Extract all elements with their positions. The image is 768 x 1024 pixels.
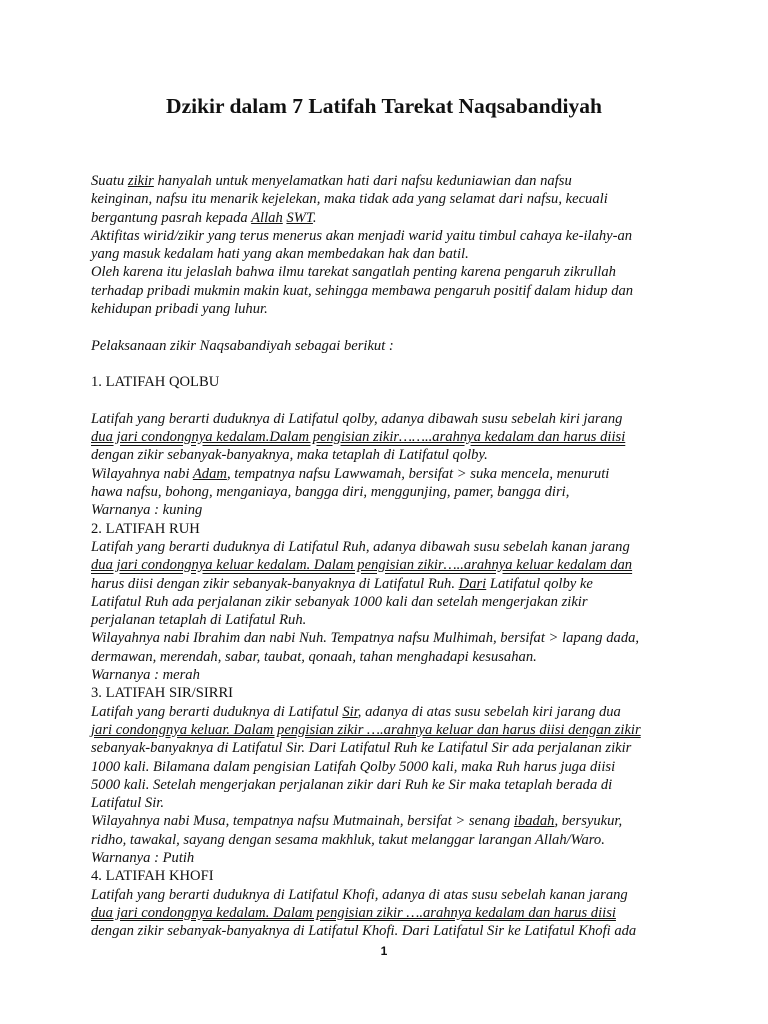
- link-zikir[interactable]: zikir: [127, 173, 154, 189]
- link-dari[interactable]: Dari: [458, 575, 487, 592]
- link-ibadah[interactable]: ibadah: [513, 813, 555, 830]
- section-line: Latifah yang berarti duduknya di Latifatul qolby, adanya dibawah susu sebelah kiri jarang: [91, 410, 623, 427]
- intro-line: kehidupan pribadi yang luhur.: [91, 301, 268, 318]
- section-line: hawa nafsu, bohong, menganiaya, bangga diri, menggunjing, pamer, bangga diri,: [91, 484, 570, 501]
- section-line: dermawan, merendah, sabar, taubat, qonaah, tahan menghadapi kesusahan.: [91, 648, 537, 665]
- section-line: [91, 812, 701, 830]
- intro-line: Aktifitas wirid/zikir yang terus menerus akan menjadi warid yaitu timbul cahaya ke-ilahy-an: [91, 227, 633, 244]
- text-run: harus diisi dengan zikir sebanyak-banyaknya di Latifatul Ruh.: [91, 575, 459, 592]
- section-line: [91, 703, 701, 721]
- text-run: , bersyukur,: [554, 813, 623, 830]
- link-swt[interactable]: SWT: [286, 209, 313, 226]
- section-line: dua jari condongnya keluar kedalam. Dalam pengisian zikir…..arahnya keluar kedalam dan: [91, 557, 633, 574]
- section-line: ridho, tawakal, sayang dengan sesama makhluk, takut melanggar larangan Allah/Waro.: [91, 831, 605, 848]
- document-title: Dzikir dalam 7 Latifah Tarekat Naqsabandiyah: [166, 94, 602, 118]
- section-line: Warnanya : merah: [91, 667, 200, 684]
- text-run: Wilayahnya nabi: [91, 465, 193, 482]
- section-line: Wilayahnya nabi Ibrahim dan nabi Nuh. Tempatnya nafsu Mulhimah, bersifat > lapang dada,: [91, 630, 640, 647]
- section-line: dua jari condongnya kedalam. Dalam pengisian zikir ….arahnya kedalam dan harus diisi: [91, 904, 616, 921]
- spacer: [91, 355, 701, 373]
- text-run: Latifatul qolby ke: [486, 575, 593, 592]
- section-heading-sir: 3. LATIFAH SIR/SIRRI: [91, 685, 234, 702]
- intro-line: Oleh karena itu jelaslah bahwa ilmu tarekat sangatlah penting karena pengaruh zikrullah: [91, 264, 616, 281]
- section-line: dengan zikir sebanyak-banyaknya di Latifatul Khofi. Dari Latifatul Sir ke Latifatul Khofi ada: [91, 923, 637, 940]
- link-adam[interactable]: Adam: [192, 465, 227, 482]
- section-heading-khofi: 4. LATIFAH KHOFI: [91, 868, 214, 885]
- document-body: [91, 172, 701, 940]
- pelaksanaan-line: Pelaksanaan zikir Naqsabandiyah sebagai berikut :: [91, 337, 394, 354]
- text-run: Wilayahnya nabi Musa, tempatnya nafsu Mutmainah, bersifat > senang: [91, 813, 514, 830]
- intro-line: yang masuk kedalam hati yang akan membedakan hak dan batil.: [91, 246, 469, 263]
- section-line: 1000 kali. Bilamana dalam pengisian Latifah Qolby 5000 kali, maka Ruh harus juga diisi: [91, 758, 616, 775]
- text-run: hanyalah untuk menyelamatkan hati dari nafsu keduniawian dan nafsu: [153, 173, 572, 189]
- text-run: Latifah yang berarti duduknya di Latifatul: [91, 703, 343, 720]
- section-line: [91, 575, 701, 593]
- text-run: , adanya di atas susu sebelah kiri jarang dua: [357, 703, 621, 720]
- section-line: 5000 kali. Setelah mengerjakan perjalanan zikir dari Ruh ke Sir maka tetaplah berada di: [91, 776, 613, 793]
- section-line: jari condongnya keluar. Dalam pengisian zikir ….arahnya keluar dan harus diisi dengan zikir: [91, 721, 641, 738]
- section-line: Latifah yang berarti duduknya di Latifatul Khofi, adanya di atas susu sebelah kanan jarang: [91, 886, 628, 903]
- section-line: Warnanya : Putih: [91, 849, 195, 866]
- intro-line: keinginan, nafsu itu menarik kejelekan, maka tidak ada yang selamat dari nafsu, kecuali: [91, 191, 608, 208]
- text-run: , tempatnya nafsu Lawwamah, bersifat > suka mencela, menuruti: [226, 465, 610, 482]
- section-heading-qolbu: 1. LATIFAH QOLBU: [91, 374, 220, 391]
- section-line: perjalanan tetaplah di Latifatul Ruh.: [91, 612, 307, 629]
- section-line: Warnanya : kuning: [91, 502, 203, 519]
- section-line: dua jari condongnya kedalam.Dalam pengisian zikir……..arahnya kedalam dan harus diisi: [91, 429, 626, 446]
- link-sir[interactable]: Sir: [342, 703, 358, 720]
- section-heading-ruh: 2. LATIFAH RUH: [91, 520, 200, 537]
- text-run: .: [312, 209, 317, 226]
- spacer: [91, 318, 701, 336]
- text-run: Suatu: [91, 173, 128, 189]
- text-run: bergantung pasrah kepada: [91, 209, 252, 226]
- section-line: dengan zikir sebanyak-banyaknya, maka tetaplah di Latifatul qolby.: [91, 447, 488, 464]
- intro-line: [91, 172, 701, 190]
- section-line: Latifah yang berarti duduknya di Latifatul Ruh, adanya dibawah susu sebelah kanan jarang: [91, 538, 630, 555]
- section-line: Latifatul Sir.: [91, 795, 164, 812]
- section-line: Latifatul Ruh ada perjalanan zikir sebanyak 1000 kali dan setelah mengerjakan zikir: [91, 593, 588, 610]
- spacer: [91, 392, 701, 410]
- section-line: sebanyak-banyaknya di Latifatul Sir. Dari Latifatul Ruh ke Latifatul Sir ada perjalanan zikir: [91, 740, 632, 757]
- link-allah[interactable]: Allah: [251, 209, 283, 226]
- section-line: [91, 465, 701, 483]
- page-number: 1: [380, 944, 388, 958]
- intro-line: terhadap pribadi mukmin makin kuat, sehingga membawa pengaruh positif dalam hidup dan: [91, 282, 634, 299]
- intro-line: [91, 209, 701, 227]
